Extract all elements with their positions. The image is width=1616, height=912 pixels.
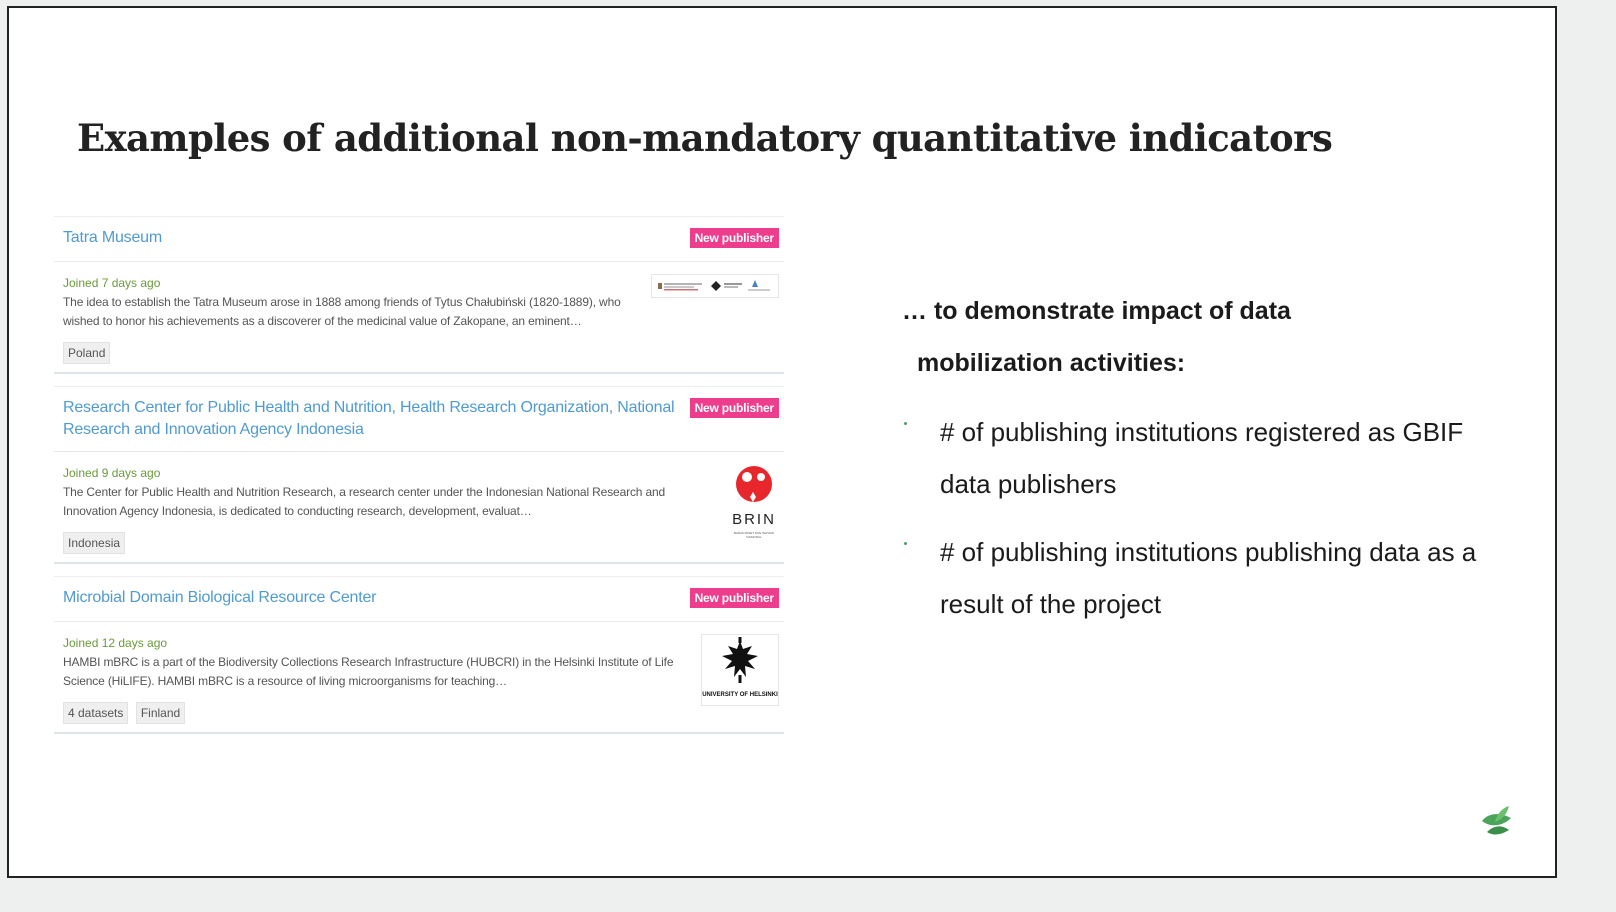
country-tag[interactable]: Poland xyxy=(63,342,110,364)
publisher-description: The idea to establish the Tatra Museum arose in 1888 among friends of Tytus Chałubiński (1820-1889), who wished to honor his achievements as a discoverer of the medicinal value of Zakopane, an eminent… xyxy=(63,295,621,328)
datasets-tag[interactable]: 4 datasets xyxy=(63,702,128,724)
tag-list xyxy=(63,342,634,364)
tatra-museum-logo xyxy=(651,274,779,298)
university-of-helsinki-logo xyxy=(701,634,779,706)
bullet-dot-icon xyxy=(904,422,907,425)
publisher-card-body xyxy=(54,262,784,372)
joined-date: Joined 9 days ago xyxy=(63,466,161,480)
indicator-text: # of publishing institutions registered as GBIF data publishers xyxy=(940,417,1464,499)
indicator-item xyxy=(904,526,1504,630)
country-tag[interactable]: Indonesia xyxy=(63,532,125,554)
publisher-card-header xyxy=(54,217,784,262)
university-of-helsinki-logo-text: UNIVERSITY OF HELSINKI xyxy=(702,692,778,698)
indicator-text: # of publishing institutions publishing data as a result of the project xyxy=(940,537,1477,619)
tag-list xyxy=(63,702,694,724)
gbif-leaf-icon xyxy=(1479,804,1515,843)
new-publisher-badge: New publisher xyxy=(690,588,779,608)
publisher-card xyxy=(54,386,784,564)
tagline xyxy=(902,285,1462,389)
bullet-dot-icon xyxy=(904,542,907,545)
publisher-card-header xyxy=(54,387,784,452)
publisher-name-link[interactable]: Microbial Domain Biological Resource Center xyxy=(63,589,377,606)
tagline-line-2: mobilization activities: xyxy=(917,349,1186,377)
new-publisher-badge: New publisher xyxy=(690,398,779,418)
publisher-name-link[interactable]: Tatra Museum xyxy=(63,229,162,246)
publisher-card xyxy=(54,576,784,734)
publisher-list xyxy=(54,216,784,746)
joined-date: Joined 7 days ago xyxy=(63,276,161,290)
brin-logo xyxy=(729,464,779,539)
slide xyxy=(7,6,1557,878)
indicator-list xyxy=(904,406,1504,646)
tag-list xyxy=(63,532,674,554)
publisher-name-link[interactable]: Research Center for Public Health and Nutrition, Health Research Organization, National Research and Innovation Agency Indonesia xyxy=(63,399,675,438)
brin-logo-subtext: BADAN RISET DAN INOVASI NASIONAL xyxy=(734,531,774,539)
joined-date: Joined 12 days ago xyxy=(63,636,168,650)
tagline-line-1: … to demonstrate impact of data xyxy=(902,297,1291,325)
new-publisher-badge: New publisher xyxy=(690,228,779,248)
brin-logo-text: BRIN xyxy=(732,511,776,528)
publisher-description: The Center for Public Health and Nutrition Research, a research center under the Indonesian National Research and Innovation Agency Indonesia, is dedicated to conducting research, development, evaluat… xyxy=(63,485,666,518)
country-tag[interactable]: Finland xyxy=(136,702,185,724)
indicator-item xyxy=(904,406,1504,510)
publisher-card-body xyxy=(54,622,784,732)
publisher-card xyxy=(54,216,784,374)
publisher-card-body xyxy=(54,452,784,562)
publisher-card-header xyxy=(54,577,784,622)
publisher-description: HAMBI mBRC is a part of the Biodiversity Collections Research Infrastructure (HUBCRI) in the Helsinki Institute of Life Science (HiLIFE). HAMBI mBRC is a resource of living microorganisms for teaching… xyxy=(63,655,674,688)
page-title: Examples of additional non-mandatory quantitative indicators xyxy=(77,116,1333,160)
